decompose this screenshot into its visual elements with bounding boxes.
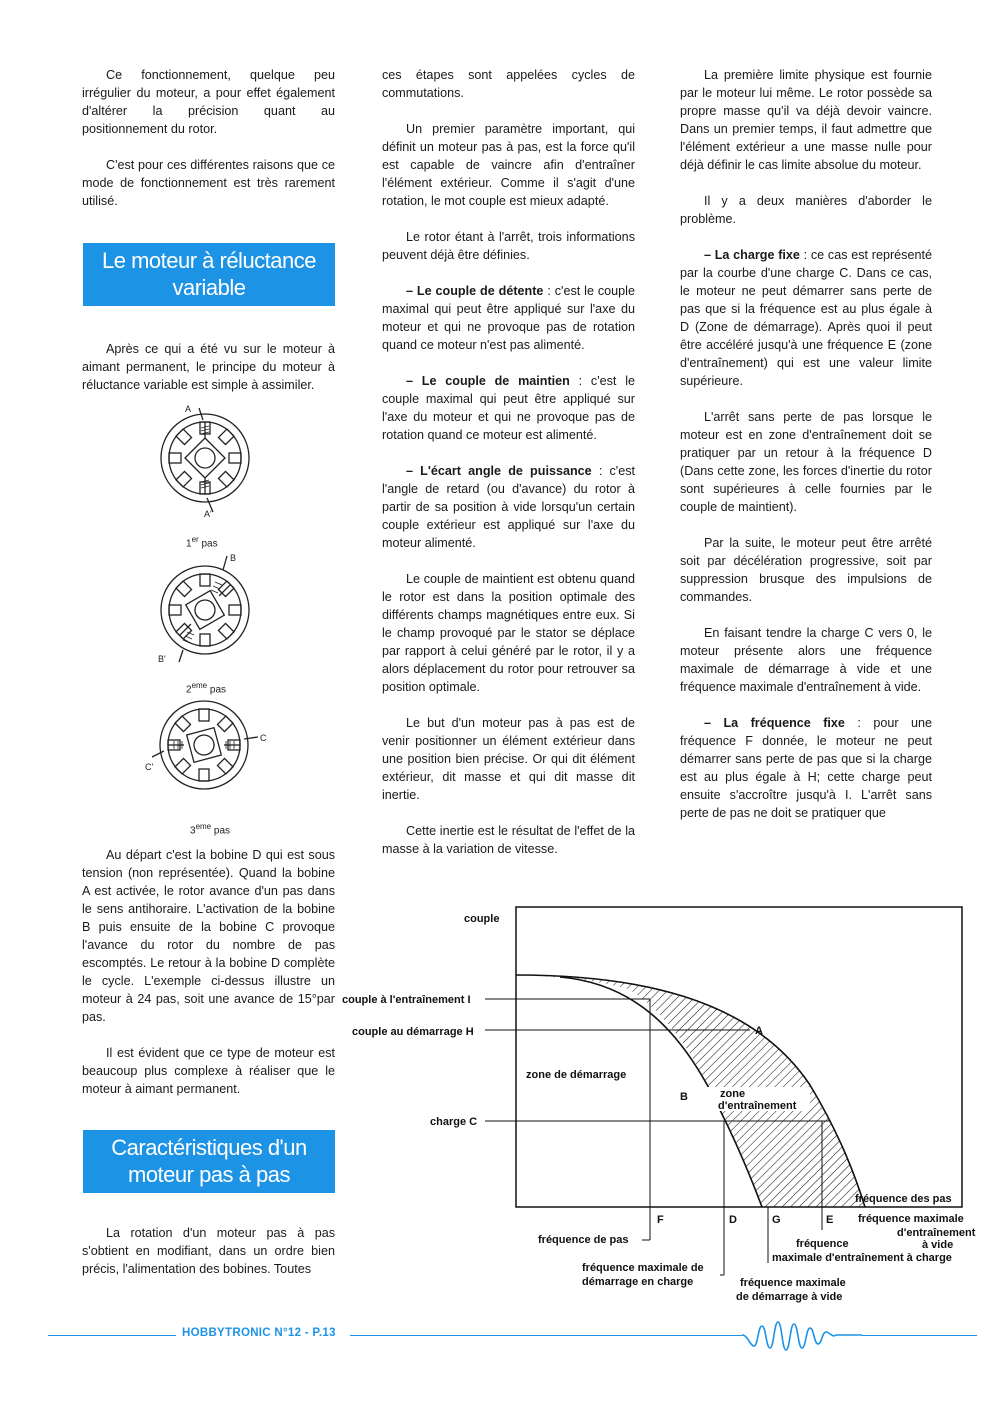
torque-frequency-chart [330,895,992,1315]
characteristics-intro [82,1224,335,1278]
paragraph: La rotation d'un moteur pas à pas s'obtient en modifiant, dans un ordre bien précis, l'alimentation des bobines. Toutes [82,1226,335,1276]
paragraph: – L'écart angle de puissance : c'est l'angle de retard (ou d'avance) du rotor à partir de sa position à vide lorsqu'un certain couple extérieur est appliqué sur l'axe du moteur alimenté. [382,464,636,550]
paragraph: Il est évident que ce type de moteur est beaucoup plus complexe à réaliser que le moteur à aimant permanent. [82,1046,335,1096]
column-1-continued [82,846,335,1116]
label-g-2: de démarrage à vide [736,1291,843,1303]
tick-H: couple au démarrage H [352,1026,474,1038]
label-d-2: démarrage en charge [582,1276,694,1288]
x-letter-D: D [729,1214,737,1226]
tick-I: couple à l'entraînement I [342,994,471,1006]
step-2-label: 2eme pas [186,681,227,696]
x-letter-F: F [657,1214,664,1226]
tick-C: charge C [430,1116,478,1128]
paragraph: Le couple de maintient est obtenu quand le rotor est dans la position optimale des différents champs magnétiques entre eux. Si le champ provoqué par le stator se déplace par rapport à celui généré par le rotor, il y a alors déplacement du rotor pour retrouver sa position optimale. [382,572,635,694]
label-e2-1: fréquence [796,1238,849,1250]
label-e1-3: à vide [922,1239,954,1251]
motor-step-3-diagram [142,700,272,800]
paragraph: En faisant tendre la charge C vers 0, le moteur présente alors une fréquence maximale de démarrage à vide et une fréquence maximale d'entraînement à vide. [680,626,932,694]
zone-start-label: zone de démarrage [526,1069,627,1081]
paragraph: Il y a deux manières d'aborder le problème. [680,194,932,226]
column-1 [82,66,335,228]
footer-line-middle [350,1335,742,1336]
svg-text:A: A [185,404,192,414]
paragraph: – Le couple de détente : c'est le couple maximal qui peut être appliqué sur l'axe du moteur et qui ne provoque pas de rotation quand ce moteur n'est pas alimenté. [382,284,635,352]
paragraph: Ce fonctionnement, quelque peu irrégulier du moteur, a pour effet également d'altérer la précision quant au positionnement du rotor. [82,68,335,136]
label-e2-2: maximale d'entraînement à charge [772,1252,952,1264]
paragraph: Cette inertie est le résultat de l'effet de la masse à la variation de vitesse. [382,824,635,856]
paragraph: – Le couple de maintien : c'est le couple maximal qui peut être appliqué sur l'axe du moteur et qui ne provoque pas de rotation quand ce moteur est alimenté. [382,374,635,442]
zone-drive-label-1: zone [720,1088,746,1100]
paragraph: Le but d'un moteur pas à pas est de venir positionner un élément extérieur dans une position bien précise. Or qui dit élément extérieur, dit masse et qui dit masse dit inertie. [382,716,635,802]
footer-line-right [862,1335,977,1336]
y-axis-label: couple [464,913,500,925]
paragraph: Après ce qui a été vu sur le moteur à aimant permanent, le principe du moteur à réluctance variable est simple à assimiler. [82,342,335,392]
motor-step-1-diagram [150,400,260,520]
paragraph: Au départ c'est la bobine D qui est sous tension (non représentée). Quand la bobine A est activée, le rotor avance d'un pas dans le sens antihoraire. L'activation de la bobine B puis ensuite de la bobine C provoque l'avance du rotor du nombre de pas escomptés. Le retour à la bobine D complète le cycle. L'exemple ci-dessus illustre un moteur à 24 pas, soit une avance de 15°par pas. [82,848,335,1024]
label-e1-1: fréquence maximale [858,1213,964,1225]
paragraph: – La charge fixe : ce cas est représenté par la courbe d'une charge C. Dans ce cas, le moteur ne peut démarrer sans perte de pas que si la fréquence est au plus égale à D (Zone de démarrage). Après quoi il peut être accéléré jusqu'à une fréquence E (zone d'entraînement) qui est une valeur limite supérieure. [680,248,932,388]
paragraph: La première limite physique est fournie par le moteur lui même. Le rotor possède sa propre masse qu'il va déjà devoir vaincre. Dans un premier temps, il faut admettre que l'élément extérieur a une masse nulle pour déjà définir le cas limite absolue du moteur. [680,68,932,172]
column-3 [680,66,932,840]
paragraph: Le rotor étant à l'arrêt, trois informations peuvent déjà être définies. [382,230,635,262]
paragraph: C'est pour ces différentes raisons que ce mode de fonctionnement est très rarement utilisé. [82,158,335,208]
chart-svg [330,895,992,1315]
svg-text:A': A' [204,509,212,519]
section-heading-characteristics: Caractéristiques d'un moteur pas à pas [83,1130,335,1193]
wave-icon [742,1318,862,1354]
curve-b-label: B [680,1091,688,1103]
label-g-1: fréquence maximale [740,1277,846,1289]
step-3-label: 3eme pas [190,822,231,837]
paragraph: Par la suite, le moteur peut être arrêté soit par décélération progressive, soit par suppression brusque des impulsions de commandes. [680,536,932,604]
section-heading-reluctance: Le moteur à réluctance variable [83,243,335,306]
x-letter-E: E [826,1214,834,1226]
x-letter-G: G [772,1214,781,1226]
svg-text:B: B [230,553,237,563]
paragraph: – La fréquence fixe : pour une fréquence F donnée, le moteur ne peut démarrer sans perte de pas que si la charge est au plus égale à H; cette charge peut ensuite s'accroître jusqu'à I. L'arrêt sans perte de pas ne doit se pratiquer que [680,716,932,820]
paragraph: L'arrêt sans perte de pas lorsque le moteur est en zone d'entraînement doit se pratiquer par un retour à la fréquence D (Dans cette zone, les forces d'inertie du rotor sont supérieures à celle fournies par le couple de maintient). [680,410,932,514]
svg-text:C': C' [145,762,154,772]
label-e1-2: d'entraînement [897,1227,976,1239]
step-1-label: 1er pas [186,535,218,550]
x-axis-label: fréquence des pas [855,1193,952,1205]
zone-drive-label-2: d'entraînement [718,1100,797,1112]
footer-text: HOBBYTRONIC N°12 - P.13 [182,1327,336,1339]
motor-step-2-diagram [150,552,260,670]
label-d-1: fréquence maximale de [582,1262,704,1274]
paragraph: Un premier paramètre important, qui définit un moteur pas à pas, est la force qu'il est capable de vaincre afin d'entraîner l'élément extérieur. Comme il s'agit d'une rotation, le mot couple est mieux adapté. [382,122,635,208]
paragraph: ces étapes sont appelées cycles de commutations. [382,68,635,100]
svg-text:B': B' [158,654,166,664]
svg-text:C: C [260,733,267,743]
label-f: fréquence de pas [538,1234,629,1246]
column-2 [382,66,635,876]
curve-a-label: A [755,1025,763,1037]
footer-line-left [48,1335,176,1336]
